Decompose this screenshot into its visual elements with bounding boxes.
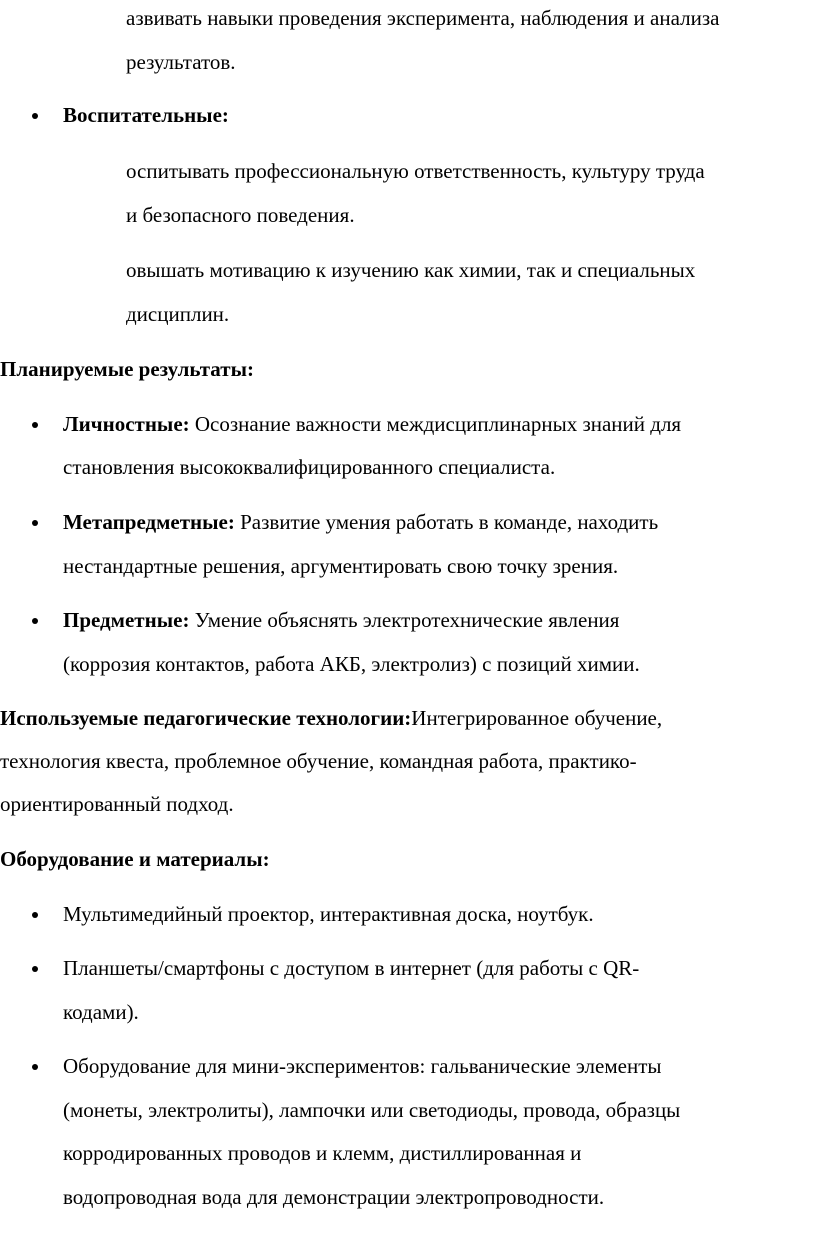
result-meta-label: Метапредметные: [63, 510, 235, 534]
goal-item-line: результатов. [126, 50, 236, 74]
equipment-item-line: Планшеты/смартфоны с доступом в интернет (для работы с QR- [63, 956, 640, 980]
technologies-line: ориентированный подход. [0, 792, 234, 816]
result-personal-line: становления высококвалифицированного специалиста. [63, 455, 556, 479]
equipment-item-line: (монеты, электролиты), лампочки или светодиоды, провода, образцы [63, 1098, 681, 1122]
bullet-icon [32, 912, 38, 918]
result-personal [63, 414, 681, 435]
equipment-item-line: кодами). [63, 1000, 139, 1024]
bullet-icon [32, 618, 38, 624]
educational-heading: Воспитательные: [63, 103, 229, 127]
result-personal-text: Осознание важности междисциплинарных знаний для [194, 412, 682, 436]
results-heading: Планируемые результаты: [0, 357, 254, 381]
equipment-item-line: Мультимедийный проектор, интерактивная доска, ноутбук. [63, 902, 594, 926]
educational-item-line: дисциплин. [126, 302, 230, 326]
technologies-label: Используемые педагогические технологии: [0, 706, 412, 730]
result-meta-text: Развитие умения работать в команде, находить [240, 510, 659, 534]
educational-item-line: овышать мотивацию к изучению как химии, так и специальных [126, 258, 696, 282]
bullet-icon [32, 113, 38, 119]
bullet-icon [32, 520, 38, 526]
equipment-heading: Оборудование и материалы: [0, 847, 270, 871]
goal-item-line: азвивать навыки проведения эксперимента, наблюдения и анализа [126, 6, 720, 30]
result-subject-line: (коррозия контактов, работа АКБ, электролиз) с позиций химии. [63, 652, 640, 676]
result-meta [63, 512, 658, 533]
result-subject [63, 610, 619, 631]
result-subject-text: Умение объяснять электротехнические явления [194, 608, 620, 632]
technologies-paragraph [0, 708, 662, 729]
equipment-item-line: Оборудование для мини-экспериментов: гальванические элементы [63, 1054, 662, 1078]
bullet-icon [32, 1064, 38, 1070]
technologies-text: Интегрированное обучение, [411, 706, 663, 730]
equipment-item-line: водопроводная вода для демонстрации электропроводности. [63, 1185, 605, 1209]
equipment-item-line: корродированных проводов и клемм, дистиллированная и [63, 1141, 582, 1165]
result-subject-label: Предметные: [63, 608, 190, 632]
result-personal-label: Личностные: [63, 412, 190, 436]
technologies-line: технология квеста, проблемное обучение, командная работа, практико- [0, 749, 637, 773]
educational-item-line: оспитывать профессиональную ответственность, культуру труда [126, 159, 705, 183]
bullet-icon [32, 966, 38, 972]
educational-item-line: и безопасного поведения. [126, 203, 355, 227]
result-meta-line: нестандартные решения, аргументировать свою точку зрения. [63, 554, 619, 578]
bullet-icon [32, 422, 38, 428]
